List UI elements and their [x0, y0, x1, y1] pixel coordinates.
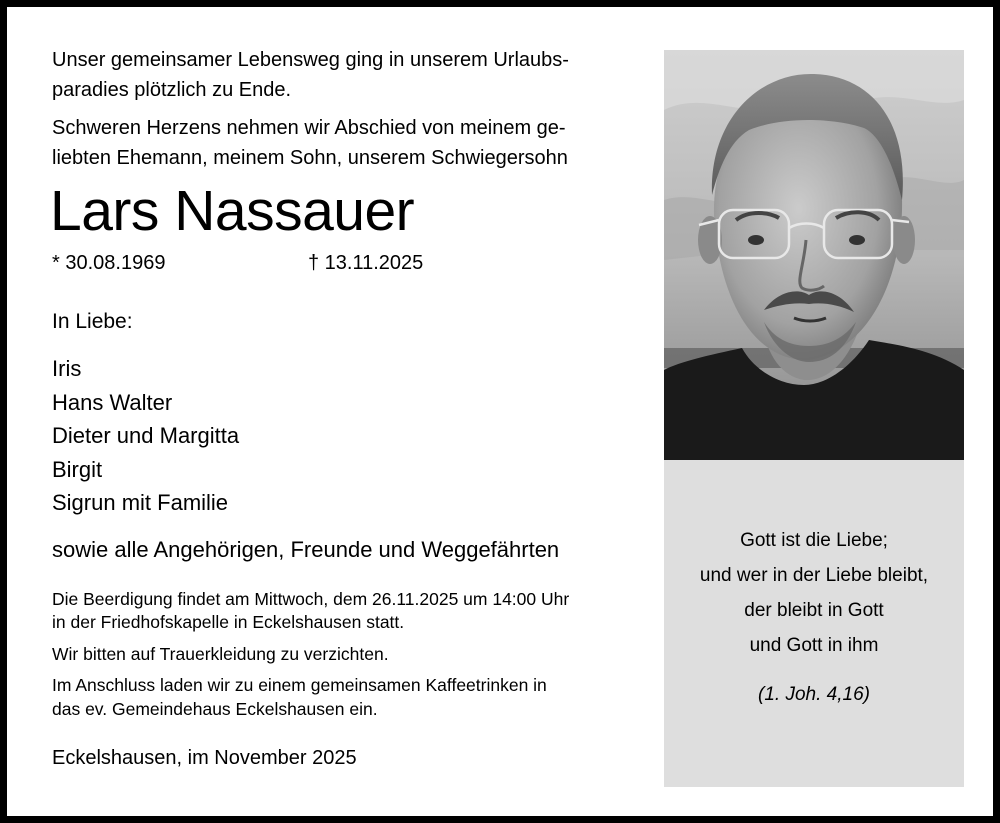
mourner-name: Iris	[52, 356, 82, 381]
other-mourners: sowie alle Angehörigen, Freunde und Weggefährten	[52, 536, 560, 562]
quote-line: Gott ist die Liebe;	[740, 530, 888, 551]
mourner-name: Dieter und Margitta	[52, 423, 240, 448]
mourner-list	[52, 352, 642, 520]
quote-line: und Gott in ihm	[749, 635, 879, 656]
place-and-date: Eckelshausen, im November 2025	[52, 747, 357, 769]
bible-quote-box	[664, 460, 964, 787]
intro-line-1a: Unser gemeinsamer Lebensweg ging in unserem Urlaubs-	[52, 49, 569, 71]
notice-text-column	[52, 45, 642, 772]
life-dates	[52, 249, 642, 277]
mourner-name: Hans Walter	[52, 389, 173, 415]
intro-line-2b: liebten Ehemann, meinem Sohn, unserem Schwiegersohn	[52, 147, 568, 169]
mourner-name: Sigrun mit Familie	[52, 490, 229, 515]
intro-paragraph-2	[52, 113, 642, 173]
intro-line-1b: paradies plötzlich zu Ende.	[52, 79, 292, 101]
quote-reference: (1. Joh. 4,16)	[758, 684, 870, 705]
quote-line: und wer in der Liebe bleibt,	[699, 565, 929, 586]
deceased-name: Lars Nassauer	[50, 179, 415, 243]
mourner-name: Birgit	[52, 456, 103, 482]
funeral-line-1: Die Beerdigung findet am Mittwoch, dem 26.11.2025 um 14:00 Uhr	[52, 588, 570, 609]
in-love-heading: In Liebe:	[52, 310, 133, 333]
bible-quote	[664, 523, 964, 663]
coffee-invitation	[52, 674, 642, 721]
quote-line: der bleibt in Gott	[744, 600, 884, 621]
dress-code-note: Wir bitten auf Trauerkleidung zu verzichten.	[52, 643, 389, 664]
funeral-info	[52, 588, 642, 635]
portrait-photo	[664, 50, 964, 460]
intro-line-2a: Schweren Herzens nehmen wir Abschied von meinem ge-	[52, 117, 566, 139]
death-date: † 13.11.2025	[308, 252, 424, 274]
intro-paragraph-1	[52, 45, 642, 105]
coffee-line-1: Im Anschluss laden wir zu einem gemeinsamen Kaffeetrinken in	[52, 675, 547, 695]
funeral-line-2: in der Friedhofskapelle in Eckelshausen statt.	[52, 612, 405, 632]
birth-date: * 30.08.1969	[52, 252, 166, 274]
coffee-line-2: das ev. Gemeindehaus Eckelshausen ein.	[52, 698, 378, 719]
